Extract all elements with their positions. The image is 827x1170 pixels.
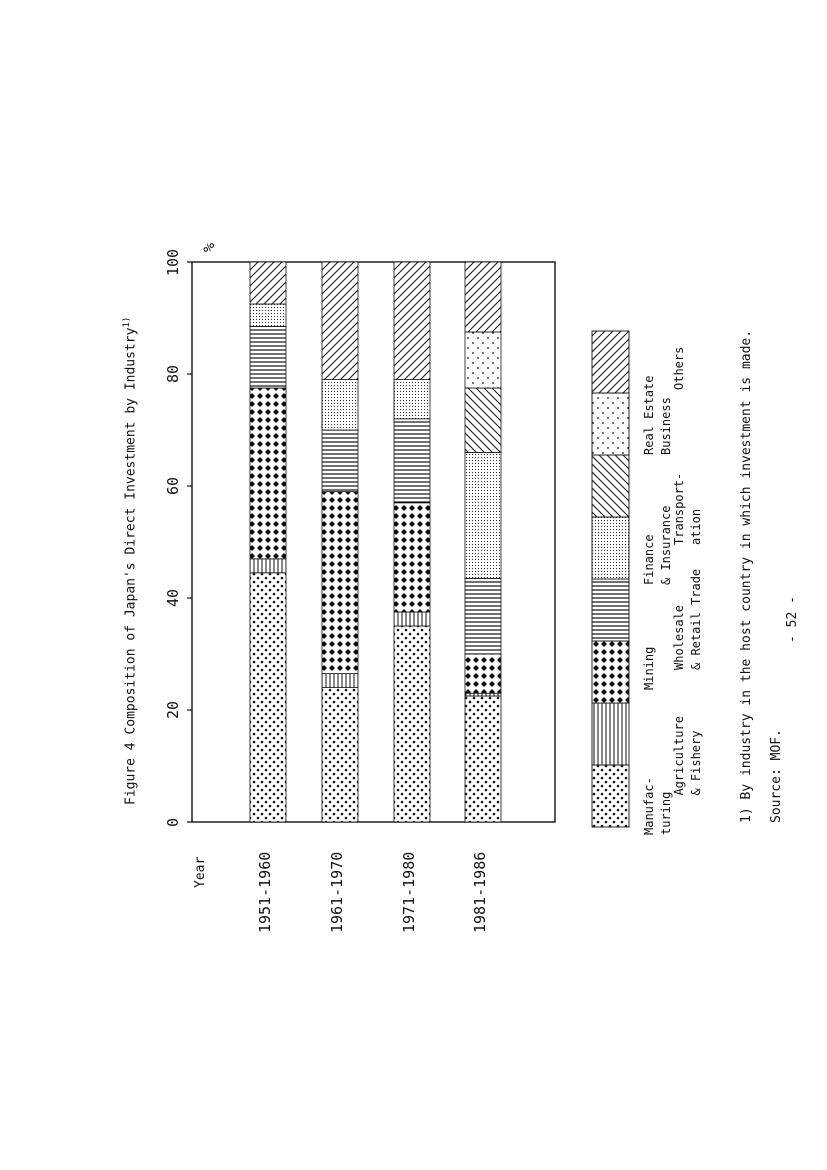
category-label: 1961-1970 [328, 851, 346, 933]
x-tick-label: 0 [164, 817, 182, 827]
bar-segment-vertical-lines [250, 559, 286, 573]
footnote: 1) By industry in the host country in which investment is made. [739, 329, 754, 823]
legend-swatch-vertical-lines [592, 703, 629, 765]
bar-segment-vertical-lines [394, 612, 430, 626]
category-label: 1981-1986 [471, 851, 489, 933]
bar-segment-fine-dots [394, 380, 430, 419]
percent-sign: % [200, 242, 218, 252]
legend-swatch-horizontal-lines [592, 579, 629, 641]
year-label: Year [193, 856, 208, 888]
bar-segment-diamonds [465, 654, 501, 693]
legend-label: Transport- ation [672, 472, 703, 545]
bar-segment-diamonds [250, 388, 286, 559]
legend-label: Finance & Insurance [642, 505, 673, 585]
bar-segment-diagonal-left [250, 262, 286, 304]
bar-segment-diagonal-left [394, 262, 430, 380]
x-tick-label: 40 [164, 588, 182, 607]
bar-segment-diamonds [322, 492, 358, 674]
source-note: Source: MOF. [769, 729, 784, 823]
bar-segment-diagonal-left [465, 262, 501, 332]
bar-segment-horizontal-lines [394, 419, 430, 503]
legend-swatch-diamonds [592, 641, 629, 703]
legend-label: Manufac- turing [642, 777, 673, 835]
bar-segment-fine-dots [465, 452, 501, 578]
category-label: 1951-1960 [256, 851, 274, 933]
legend-label: Real Estate Business [642, 375, 673, 455]
bar-segment-horizontal-lines [250, 326, 286, 388]
legend-swatch-diagonal-left [592, 331, 629, 393]
bar-segment-dots-diagonal [250, 573, 286, 822]
bar-segment-vertical-lines [465, 693, 501, 696]
legend-swatch-fine-dots [592, 517, 629, 579]
bar-segment-dots-diagonal [394, 626, 430, 822]
legend-label: Mining [642, 646, 656, 690]
bar-segment-fine-dots [322, 380, 358, 430]
x-tick-label: 20 [164, 700, 182, 719]
x-tick-label: 100 [164, 248, 182, 276]
bar-segment-diamonds [394, 503, 430, 612]
bar-segment-fine-dots [250, 304, 286, 326]
legend-swatch-sparse-dots [592, 393, 629, 455]
figure-title: Figure 4 Composition of Japan's Direct Investment by Industry$^{1)}$ [122, 316, 139, 805]
bar-segment-sparse-dots [465, 332, 501, 388]
category-label: 1971-1980 [400, 851, 418, 933]
x-tick-label: 80 [164, 364, 182, 383]
x-tick-label: 60 [164, 476, 182, 495]
bar-segment-vertical-lines [322, 674, 358, 688]
page-number: - 52 - [785, 596, 800, 643]
legend-swatch-diagonal-right [592, 455, 629, 517]
bar-segment-diagonal-right [465, 388, 501, 452]
bar-segment-horizontal-lines [465, 578, 501, 654]
bar-segment-diagonal-left [322, 262, 358, 380]
bar-segment-horizontal-lines [322, 430, 358, 492]
bar-segment-dots-diagonal [322, 688, 358, 822]
legend-label: Others [672, 346, 686, 390]
bar-segment-dots-diagonal [465, 696, 501, 822]
legend-label: Agriculture & Fishery [672, 716, 703, 796]
legend-label: Wholesale & Retail Trade [672, 568, 703, 670]
legend-swatch-dots-diagonal [592, 765, 629, 827]
